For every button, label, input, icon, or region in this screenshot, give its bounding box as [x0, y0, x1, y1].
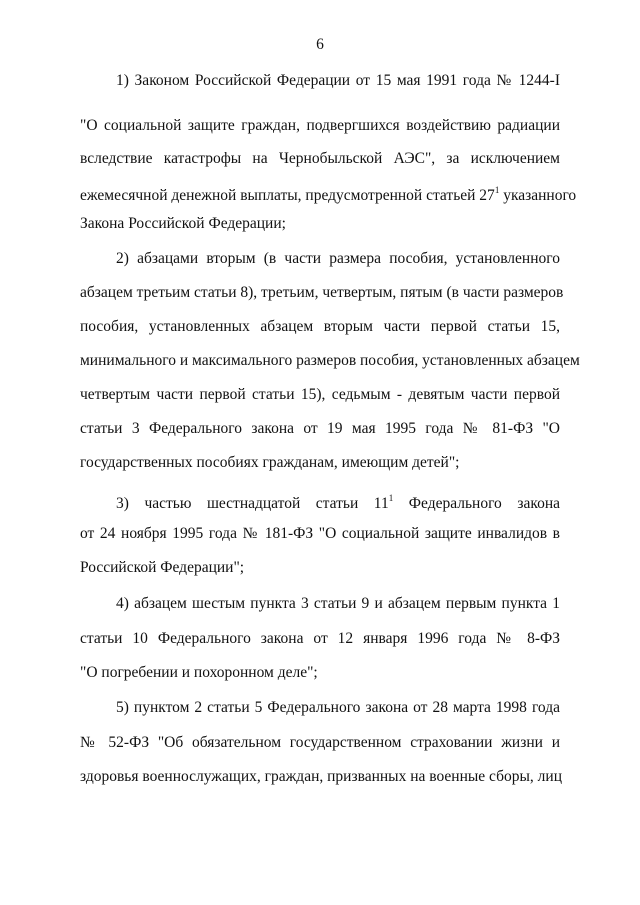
- text-line: 5) пунктом 2 статьи 5 Федерального закона от 28 марта 1998 года: [116, 699, 560, 716]
- superscript: 1: [494, 185, 500, 195]
- text-line: "О погребении и похоронном деле";: [80, 664, 318, 681]
- text-line: статьи 3 Федерального закона от 19 мая 1995 года № 81-ФЗ "О: [80, 420, 560, 437]
- text-line: Закона Российской Федерации;: [80, 215, 286, 232]
- text-line: минимального и максимального размеров пособия, установленных абзацем: [80, 352, 580, 369]
- text-line: [116, 489, 560, 514]
- text-fragment: указанного: [503, 187, 577, 205]
- text-line: от 24 ноября 1995 года № 181-ФЗ "О социальной защите инвалидов в: [80, 525, 560, 542]
- text-fragment: 3) частью шестнадцатой статьи 11: [116, 495, 389, 513]
- text-line: Российской Федерации";: [80, 559, 245, 576]
- text-line: четвертым части первой статьи 15), седьмым - девятым части первой: [80, 386, 560, 403]
- superscript: 1: [388, 493, 394, 503]
- text-line: 4) абзацем шестым пункта 3 статьи 9 и абзацем первым пункта 1: [116, 595, 560, 612]
- page-number: 6: [316, 36, 324, 53]
- text-line: № 52-ФЗ "Об обязательном государственном страховании жизни и: [80, 734, 560, 751]
- text-line: 2) абзацами вторым (в части размера пособия, установленного: [116, 250, 560, 267]
- text-fragment: Федерального закона: [408, 495, 561, 513]
- text-line: абзацем третьим статьи 8), третьим, четвертым, пятым (в части размеров: [80, 284, 564, 301]
- text-line: здоровья военнослужащих, граждан, призванных на военные сборы, лиц: [80, 768, 562, 785]
- text-line: государственных пособиях гражданам, имеющим детей";: [80, 454, 460, 471]
- text-line: вследствие катастрофы на Чернобыльской АЭС", за исключением: [80, 150, 560, 167]
- text-fragment: ежемесячной денежной выплаты, предусмотренной статьей 27: [80, 187, 495, 205]
- text-line: пособия, установленных абзацем вторым части первой статьи 15,: [80, 318, 560, 335]
- text-line: "О социальной защите граждан, подвергшихся воздействию радиации: [80, 117, 560, 134]
- text-line: 1) Законом Российской Федерации от 15 мая 1991 года № 1244-I: [116, 72, 560, 89]
- text-line: [80, 181, 577, 206]
- text-line: статьи 10 Федерального закона от 12 января 1996 года № 8-ФЗ: [80, 630, 560, 647]
